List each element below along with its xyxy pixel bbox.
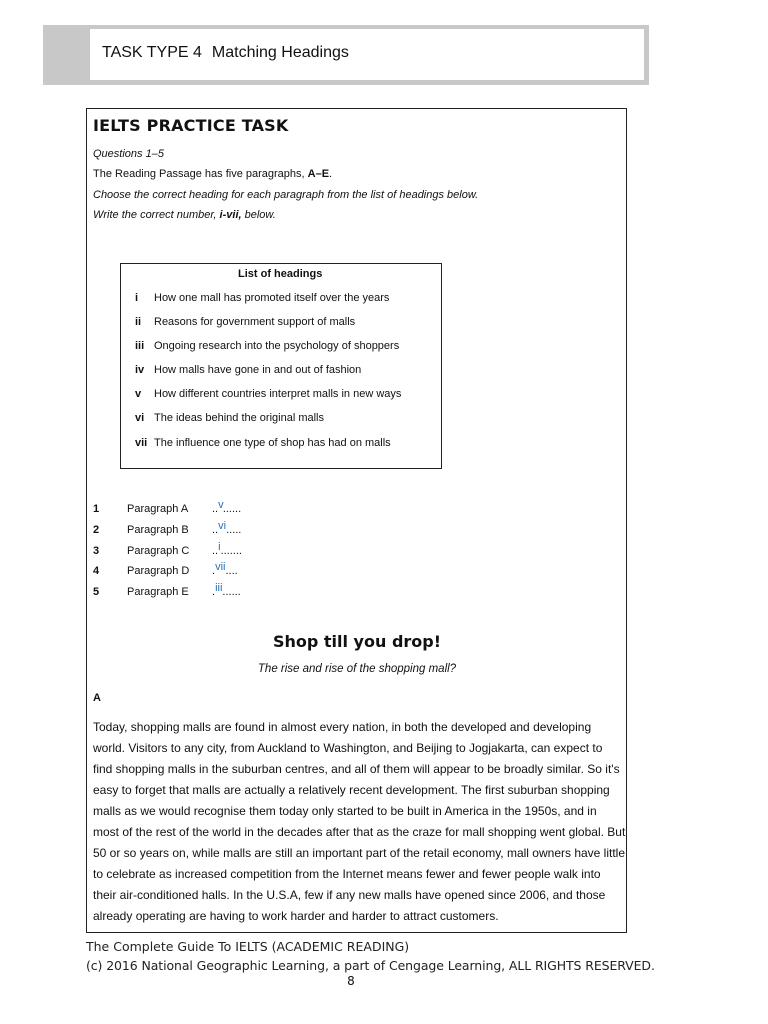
paragraph-range: A–E <box>307 168 330 180</box>
answer-dots: .. <box>212 545 219 557</box>
answer-value: v <box>218 499 223 511</box>
heading-text: How different countries interpret malls in new ways <box>154 388 402 400</box>
header-title <box>102 44 349 62</box>
heading-text: Ongoing research into the psychology of shoppers <box>154 340 400 352</box>
heading-text: Reasons for government support of malls <box>154 316 356 328</box>
heading-numeral: iv <box>135 364 145 376</box>
paragraph-label: Paragraph C <box>127 545 190 557</box>
instruction-choose: Choose the correct heading for each paragraph from the list of headings below. <box>93 189 479 201</box>
passage-line: world. Visitors to any city, from Auckland to Washington, and Beijing to Jogjakarta, can expect to <box>93 741 603 755</box>
heading-text: The ideas behind the original malls <box>154 412 324 424</box>
answer-dots: .. <box>212 524 219 536</box>
passage-line: most of the rest of the world in the decades after that as the craze for mall shopping went global. But <box>93 825 626 839</box>
footer-book-title: The Complete Guide To IELTS (ACADEMIC READING) <box>86 939 410 954</box>
answer-dots: .. <box>212 503 219 515</box>
answer-dots: ..... <box>226 524 242 536</box>
paragraph-letter: A <box>93 692 101 704</box>
paragraph-label: Paragraph B <box>127 524 189 536</box>
passage-description-text: The Reading Passage has five paragraphs, <box>93 168 308 180</box>
answer-dots: ...... <box>222 503 242 515</box>
passage-line: their air-conditioned halls. In the U.S.A, few if any new malls have opened since 2006, and those <box>93 888 606 902</box>
heading-numeral: vii <box>135 437 148 449</box>
footer-copyright: (c) 2016 National Geographic Learning, a part of Cengage Learning, ALL RIGHTS RESERVED. <box>86 958 655 973</box>
instruction-write-text: Write the correct number, <box>93 209 220 221</box>
answer-field[interactable] <box>212 561 238 577</box>
practice-task-title: IELTS PRACTICE TASK <box>93 116 289 135</box>
answer-field[interactable] <box>212 520 242 536</box>
question-number: 1 <box>93 503 100 515</box>
headings-list-title: List of headings <box>238 268 323 280</box>
passage-description <box>93 168 332 180</box>
passage-title: Shop till you drop! <box>272 632 442 651</box>
answer-value: vii <box>215 561 226 573</box>
instruction-write-end: below. <box>241 209 276 221</box>
question-number: 4 <box>93 565 100 577</box>
passage-line: to celebrate as increased competition from the Internet means fewer and fewer people walk into <box>93 867 601 881</box>
answer-dots: ....... <box>220 545 242 557</box>
heading-numeral: vi <box>135 412 145 424</box>
question-number: 2 <box>93 524 100 536</box>
passage-line: already operating are having to work harder and harder to attract customers. <box>93 909 499 923</box>
question-number: 3 <box>93 545 100 557</box>
passage-description-end: . <box>329 168 333 180</box>
answer-value: i <box>218 541 221 553</box>
heading-text: How malls have gone in and out of fashion <box>154 364 362 376</box>
question-number: 5 <box>93 586 100 598</box>
answer-field[interactable] <box>212 499 242 515</box>
heading-text: How one mall has promoted itself over the years <box>154 292 390 304</box>
passage-line: find shopping malls in the suburban centres, and all of them will appear to be broadly similar. So it's <box>93 762 620 776</box>
passage-line: easy to forget that malls are actually a relatively recent development. The first suburban shopping <box>93 783 610 797</box>
heading-numeral: iii <box>135 340 145 352</box>
paragraph-label: Paragraph E <box>127 586 189 598</box>
instruction-write <box>93 209 276 221</box>
answer-value: vi <box>218 520 227 532</box>
heading-numeral: v <box>135 388 142 400</box>
passage-line: 50 or so years on, while malls are still an important part of the retail economy, mall owners have little <box>93 846 626 860</box>
task-name-label: Matching Headings <box>211 44 349 61</box>
answer-field[interactable] <box>212 541 242 557</box>
heading-numeral: ii <box>135 316 142 328</box>
answer-dots: .... <box>225 565 238 577</box>
passage-line: malls as we would recognise them today only started to be built in America in the 1950s, and in <box>93 804 597 818</box>
answer-dots: . <box>212 565 216 577</box>
task-type-label: TASK TYPE 4 <box>102 44 202 61</box>
numeral-range: i-vii, <box>219 209 242 221</box>
questions-range: Questions 1–5 <box>93 148 164 160</box>
passage-line: Today, shopping malls are found in almost every nation, in both the developed and developing <box>93 720 592 734</box>
paragraph-label: Paragraph A <box>127 503 189 515</box>
heading-text: The influence one type of shop has had on malls <box>154 437 391 449</box>
paragraph-label: Paragraph D <box>127 565 190 577</box>
passage-subtitle: The rise and rise of the shopping mall? <box>257 663 457 675</box>
heading-numeral: i <box>135 292 139 304</box>
answer-value: iii <box>215 582 223 594</box>
answer-dots: ...... <box>222 586 241 598</box>
answer-dots: . <box>212 586 216 598</box>
answer-field[interactable] <box>212 582 241 598</box>
page-number: 8 <box>347 974 355 988</box>
